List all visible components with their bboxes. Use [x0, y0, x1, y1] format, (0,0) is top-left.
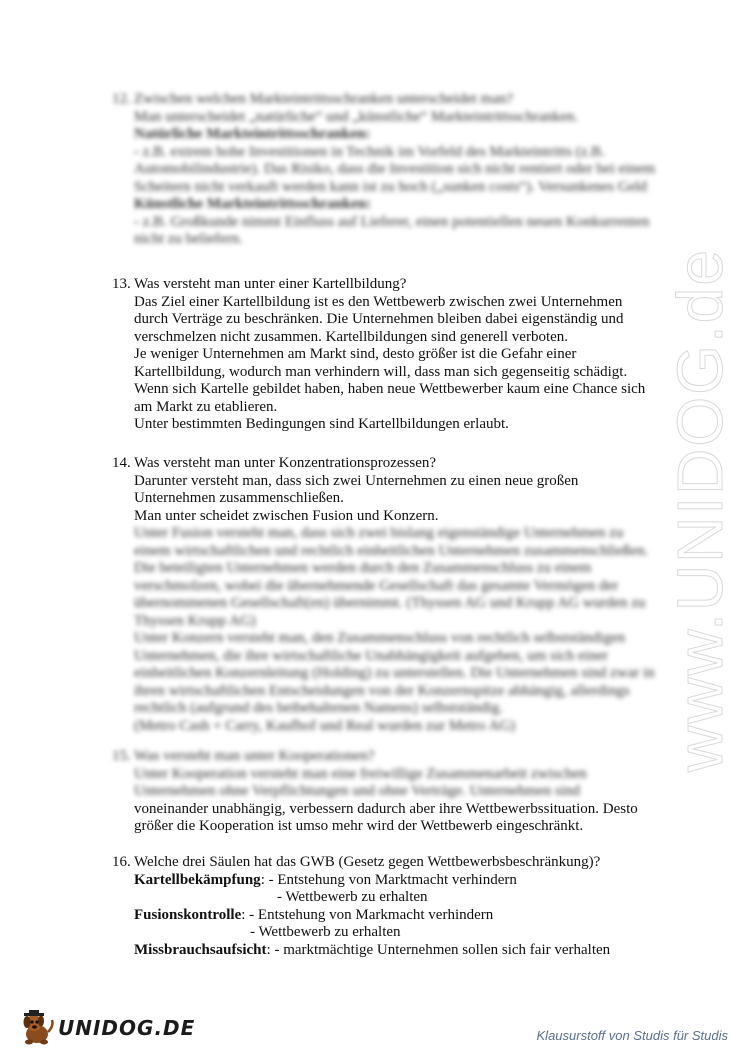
- pillar-missbrauchsaufsicht: [134, 942, 672, 960]
- answer-line: Die beteiligten Unternehmen werden durch den Zusammenschluss zu einem: [134, 560, 592, 576]
- pillar-point: : - marktmächtige Unternehmen sollen sich fair verhalten: [266, 941, 611, 958]
- answer-line: einem wirtschaftlichen und rechtlich einheitlichen Unternehmen zusammenschließen.: [134, 542, 649, 559]
- answer-line: übernommenen Gesellschaft(en) übernimmt. (Thyssen AG und Krupp AG wurden zu: [134, 595, 646, 611]
- answer-line: ihren wirtschaftlichen Entscheidungen von der Konzernspitze abhängig, allerdings: [134, 682, 630, 699]
- answer-line: voneinander unabhängig, verbessern dadurch aber ihre Wettbewerbssituation. Desto: [134, 800, 638, 817]
- answer-line: Das Ziel einer Kartellbildung ist es den Wettbewerb zwischen zwei Unternehmen: [134, 293, 623, 310]
- answer-line: Unternehmen ohne Verpflichtungen und ohne Verträge. Unternehmen sind: [134, 783, 580, 799]
- answer-line: Thyssen Krupp AG): [134, 612, 256, 629]
- watermark-text: www.UNIDOG.de: [664, 248, 736, 772]
- answer-line: verschmelzen nicht zusammen. Kartellbildungen sind generell verboten.: [134, 328, 569, 345]
- answer-line: Wenn sich Kartelle gebildet haben, haben neue Wettbewerber kaum eine Chance sich: [134, 381, 646, 397]
- question-number: 15.: [112, 748, 131, 764]
- answer-line: nicht zu beliefern.: [134, 231, 243, 247]
- blurred-section: [134, 525, 672, 735]
- answer-line: Unternehmen zusammenschließen.: [134, 490, 344, 506]
- answer-line: Unter Kooperation versteht man eine freiwillige Zusammenarbeit zwischen: [134, 765, 587, 782]
- question-text: Was versteht man unter Kooperationen?: [134, 748, 375, 764]
- dog-mascot-icon: [18, 1010, 56, 1046]
- question-14: [112, 455, 672, 735]
- question-number: 13.: [112, 276, 131, 292]
- answer-line: größer die Kooperation ist umso mehr wird der Wettbewerb eingeschränkt.: [134, 818, 584, 834]
- answer-line: Kartellbildung, wodurch man verhindern will, dass man sich gegenseitig schädigt.: [134, 363, 628, 380]
- answer-line: einheitlichen Konzernleitung (Holding) zu unterstellen. Die Unternehmen sind zwar in: [134, 665, 655, 681]
- pillar-fusionskontrolle: [134, 907, 672, 925]
- question-13: [112, 276, 672, 434]
- question-16: [112, 854, 672, 959]
- blurred-section: [134, 748, 672, 801]
- question-text: Welche drei Säulen hat das GWB (Gesetz gegen Wettbewerbsbeschränkung)?: [134, 854, 601, 870]
- answer-line: Je weniger Unternehmen am Markt sind, desto größer ist die Gefahr einer: [134, 346, 577, 362]
- pillar-term: Kartellbekämpfung: [134, 871, 261, 888]
- pillar-kartellbekaempfung: [134, 872, 672, 890]
- pillar-point: : - Entstehung von Markmacht verhindern: [241, 906, 494, 923]
- subheading: Natürliche Markteintrittsschranken:: [134, 126, 371, 142]
- answer-line: - z.B. Großkunde nimmt Einfluss auf Lieferer, einen potentiellen neuen Konkurrenten: [134, 213, 650, 230]
- question-number: 16.: [112, 854, 131, 870]
- question-text: Zwischen welchen Markteintrittsschranken unterscheidet man?: [134, 91, 514, 107]
- question-text: Was versteht man unter Konzentrationsprozessen?: [134, 455, 437, 471]
- unidog-logo[interactable]: [18, 1010, 195, 1046]
- answer-line: Darunter versteht man, dass sich zwei Unternehmen zu einen neue großen: [134, 472, 579, 489]
- question-text: Was versteht man unter einer Kartellbildung?: [134, 276, 407, 292]
- answer-line: Automobilindustrie). Das Risiko, dass die Investition sich nicht rentiert oder bei einem: [134, 161, 656, 177]
- pillar-term: Missbrauchsaufsicht: [134, 941, 267, 958]
- answer-line: Unternehmen, die ihre wirtschaftliche Unabhängigkeit aufgeben, um sich einer: [134, 647, 608, 664]
- answer-line: am Markt zu etablieren.: [134, 398, 278, 415]
- logo-text: UNIDOG.DE: [58, 1016, 196, 1040]
- answer-line: - z.B. extrem hohe Investitionen in Technik im Vorfeld des Markteintritts (z.B.: [134, 143, 605, 160]
- pillar-point: : - Entstehung von Marktmacht verhindern: [260, 871, 517, 888]
- pillar-point: - Wettbewerb zu erhalten: [277, 889, 428, 905]
- answer-line: durch Verträge zu beschränken. Die Unternehmen bleiben dabei eigenständig und: [134, 311, 624, 327]
- answer-line: Man unter scheidet zwischen Fusion und Konzern.: [134, 507, 439, 524]
- answer-line: Scheitern nicht verkauft werden kann ist zu hoch („sunken costs“). Versunkenes Geld: [134, 178, 647, 195]
- answer-line: Man unterscheidet „natürliche“ und „künstliche“ Markteintrittsschranken.: [134, 108, 579, 125]
- answer-line: (Metro Cash + Carry, Kaufhof und Real wurden zur Metro AG): [134, 717, 516, 734]
- footer-slogan: Klausurstoff von Studis für Studis: [536, 1028, 728, 1043]
- question-12: [112, 91, 672, 249]
- answer-line: Unter Fusion versteht man, dass sich zwei bislang eigenständige Unternehmen zu: [134, 525, 624, 541]
- pillar-point: - Wettbewerb zu erhalten: [250, 924, 401, 940]
- answer-line: verschmolzen, wobei die übernehmende Gesellschaft das gesamte Vermögen der: [134, 577, 619, 594]
- answer-line: Unter Konzern versteht man, den Zusammenschluss von rechtlich selbstständigen: [134, 630, 626, 646]
- answer-line: Unter bestimmten Bedingungen sind Kartellbildungen erlaubt.: [134, 416, 509, 432]
- answer-line: rechtlich (aufgrund des beibehaltenen Namens) selbstständig.: [134, 700, 504, 716]
- question-number: 14.: [112, 455, 131, 471]
- question-15: [112, 748, 672, 836]
- question-number: 12.: [112, 91, 131, 107]
- pillar-term: Fusionskontrolle: [134, 906, 242, 923]
- subheading: Künstliche Markteintrittsschranken:: [134, 196, 372, 212]
